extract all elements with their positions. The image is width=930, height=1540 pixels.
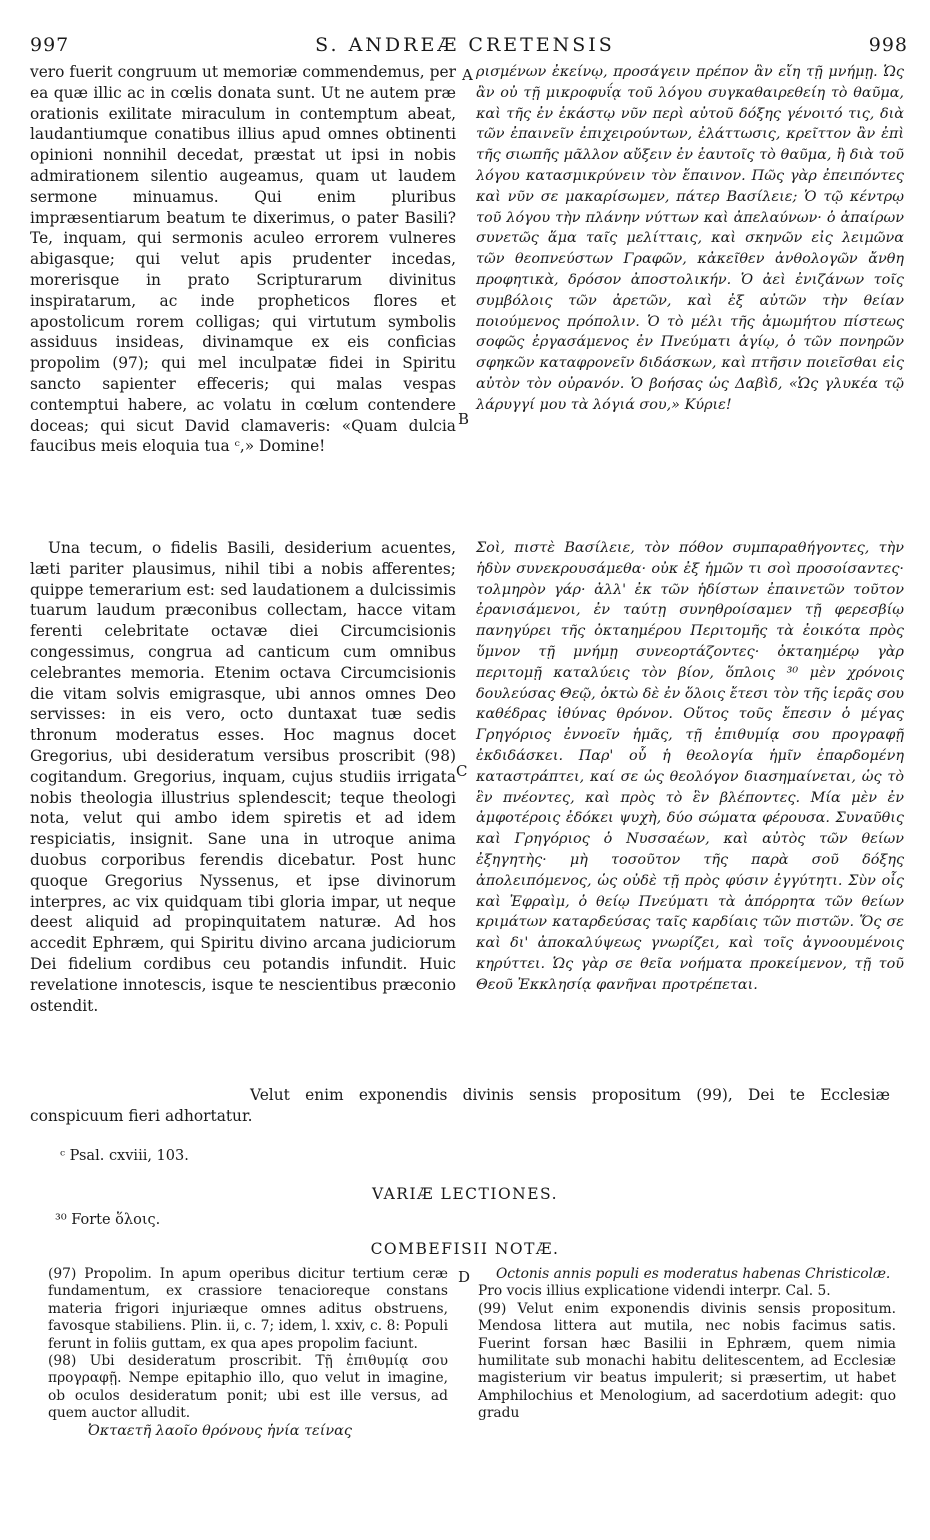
note-verse-latin: Octonis annis populi es moderatus habenas Christicolæ. [496,1266,891,1282]
latin-column-part1 [30,62,456,457]
margin-marker-d: D [458,1268,471,1286]
right-column-number: 998 [868,34,908,56]
greek-paragraph: ρισμένων ἐκείνῳ, προσάγειν πρέπον ἂν εἴη τῇ μνήμῃ. Ὡς ἂν οὐ τῇ μικροφυΐᾳ τοῦ λόγου συγκαθαιρεθείη τὸ θαῦμα, καὶ τῆς ἐν ἑκάστῳ νῦν περὶ αὐτοῦ δόξης γένοιτό τις, διὰ τῶν ἐπαινεῖν ἐπιχειρούντων, ἐλάττωσις, κρεῖττον ἂν ἐπὶ τῆς σιωπῆς μᾶλλον αὔξειν ἐν ἑαυτοῖς τὸ θαῦμα, ἢ διὰ τοῦ λόγου κατασμικρύνειν τὸν ἔπαινον. Πῶς γὰρ ἐπειπόντες καὶ νῦν σε μακαρίσωμεν, πάτερ Βασίλειε; Ὁ τῷ κέντρῳ τοῦ λόγου τὴν πλάνην νύττων καὶ ἀπελαύνων· ὁ ἀπαίρων συνετῶς ἅμα ταῖς μελίτταις, καὶ σκηνῶν εἰς λειμῶνα τῶν θεοπνεύστων Γραφῶν, κἀκεῖθεν ἀνθολογῶν ἄνθη προφητικὰ, δρόσον ἀποστολικήν. Ὁ ἀεὶ ἐνιζάνων τοῖς συμβόλοις τῶν ἀρετῶν, καὶ ἐξ αὐτῶν τὴν θείαν ποιούμενος πρόπολιν. Ὁ τὸ μέλι τῆς ἀμωμήτου πίστεως σοφῶς ἐργασάμενος ἐν Πνεύματι ἁγίῳ, ὁ τῶν πονηρῶν σφηκῶν καταφρονεῖν διδάσκων, καὶ πτῆσιν ποιεῖσθαι εἰς αὐτὸν τὸν οὐρανόν. Ὁ βοήσας ὡς Δαβὶδ, «Ὡς γλυκέα τῷ λάρυγγί μου τὰ λόγιά σου,» Κύριε! [476,64,904,413]
greek-column-part2 [476,538,904,996]
margin-marker-a: A [462,66,473,84]
notes-right-column [478,1266,896,1423]
notes-left-column [48,1266,448,1440]
latin-column-part2 [30,538,456,1016]
note-98: (98) Ubi desideratum proscribit. Τῇ ἐπιθυμίᾳ σου προγραφῇ. Nempe epitaphio illo, quo velut in imagine, ob oculos desideratum ponit; ubi est ille versus, ad quem auctor alludit. [48,1353,448,1422]
margin-marker-c: C [456,762,468,780]
note-99: (99) Velut enim exponendis divinis sensis propositum. Mendosa littera aut mutila, nec nobis facimus satis. Fuerint forsan hæc Basilii in Ephræm, quem nimia humilitate sub monachi habitu delitescentem, ad Ecclesiæ magisterium vir beatus impulerit; si præsertim, ut habet Amphilochius et Menologium, ad sacerdotium adegit: quo gradu [478,1300,896,1422]
margin-marker-b: B [458,410,470,428]
varia-lectiones-title: VARIÆ LECTIONES. [371,1185,559,1203]
greek-column-part1 [476,62,904,416]
varia-lectiones-note: ³⁰ Forte ὅλοις. [55,1212,161,1228]
note-interpr: Pro vocis illius explicatione videndi interpr. Cal. 5. [478,1283,831,1300]
scripture-footnote: ᶜ Psal. cxviii, 103. [60,1148,189,1164]
note-verse: Ὀκταετῆ λαοῖο θρόνους ἡνία τείνας [88,1422,352,1439]
combefis-notes-title: COMBEFISII NOTÆ. [370,1240,560,1258]
greek-paragraph: Σοὶ, πιστὲ Βασίλειε, τὸν πόθον συμπαραθήγοντες, τὴν ἡδὺν συνεκρουσάμεθα· οὐκ ἐξ ἡμῶν τι σοὶ προσοίσαντες· τολμηρὸν γάρ· ἀλλ' ἐκ τῶν ἡδίστων ἐπαινετῶν τοῦτον ἐρανισάμενοι, ἐν ταύτῃ συνηθροίσαμεν τῇ φερεσβίῳ πανηγύρει τῆς ὀκταημέρου Περιτομῆς τὰ ἐοικότα πρὸς ὕμνον τῇ μνήμῃ συνεορτάζοντες· ὀκταημέρῳ γὰρ περιτομῇ καταλύεις τὸν βίον, ὅπλοις ³⁰ μὲν χρόνοις δουλεύσας Θεῷ, ὀκτὼ δὲ ἐν ὅλοις ἔτεσι τὸν τῆς ἱερᾶς σου καθέδρας ἰθύνας θρόνον. Οὕτος τοῦς ἔπεσιν ὁ μέγας Γρηγόριος ἐννοεῖν ἡμᾶς, τῇ ἐπιθυμίᾳ σου προγραφῇ ἐκδιδάσκει. Παρ' οὗ ἡ θεολογία ἡμῖν ἐπαρδομένη καταστράπτει, καί σε ὡς θεολόγον διασημαίνεται, ὡς τὸ ἓν πνέοντες, καὶ πρὸς τὸ ἓν βλέποντες. Μία μὲν ἐν ἀμφοτέροις ἐδόκει ψυχὴ, δύο σώματα φέρουσα. Συναῦθις καὶ Γρηγόριος ὁ Νυσσαέων, καὶ αὐτὸς τῶν θείων ἐξηγητὴς· μὴ τοσοῦτον τῆς παρὰ σοῦ δόξης ἀπολειπόμενος, ὡς οὐδὲ τῇ πρὸς φύσιν ἐγγύτητι. Σὺν οἷς καὶ Ἐφραὶμ, ὁ θείῳ Πνεύματι τὰ ἀπόρρητα τῶν θείων κριμάτων καταρδεύσας ταῖς καρδίαις τῶν πιστῶν. Ὅς σε καὶ δι' ἀποκαλύψεως γνωρίζει, καὶ τοῖς ἀγνοουμένοις κηρύττει. Ὡς γὰρ σε θεῖα νοήματα προκείμενον, τῇ τοῦ Θεοῦ Ἐκκλησίᾳ φανῆναι προτρέπεται. [476,540,904,993]
left-column-number: 997 [30,34,70,56]
closing-line: Velut enim exponendis divinis sensis propositum (99), Dei te Ecclesiæ conspicuum fieri adhortatur. [30,1086,890,1125]
latin-paragraph: vero fuerit congruum ut memoriæ commendemus, per ea quæ illic ac in cœlis donata sunt. Ut ne autem præ orationis exilitate miraculum in contemptum abeat, laudantiumque conatibus illius apud omnes obtinenti opinioni nonnihil decedat, præstat ut ipsi in nobis admirationem silentio augeamus, quam ut laudem sermone minuamus. Qui enim pluribus impræsentiarum beatum te dixerimus, o pater Basili? Te, inquam, qui sermonis aculeo errorem vulneres abigasque; qui velut apis prudenter incedas, morerisque in prato Scripturarum divinitus inspiratarum, ac inde propheticos flores et apostolicum rorem colligas; qui virtutum symbolis assiduus insideas, divinamque ex eis conficias propolim (97); qui mel inculpatæ fidei in Spiritu sancto sapienter effeceris; qui malas vespas contemptui habere, ac volatu in cœlum contendere doceas; qui sicut David clamaveris: «Quam dulcia faucibus meis eloquia tua ᶜ,» Domine! [30,63,456,456]
latin-paragraph: Una tecum, o fidelis Basili, desiderium acuentes, læti pariter plausimus, nihil tibi a nobis afferentes; quippe temerarium est: sed laudationem a dulcissimis tuarum laudum præconibus collectam, hacce vitam ferenti celebritate octavæ diei Circumcisionis congessimus, congrua ad canticum cum omnibus celebrantes memoria. Etenim octava Circumcisionis die vitam solvis emigrasque, ubi annos omnes Deo servisses: in eis vero, octo duntaxat tuæ sedis thronum moderatus esses. Hoc magnus docet Gregorius, ubi desideratum versibus proscribit (98) cogitandum. Gregorius, inquam, cujus studiis irrigata nobis theologia illustrius splendescit; teque theologi nota, velut qui ambo idem spiretis et ad idem respiciatis, insignit. Sane una in utroque anima duobus corporibus ferendis dicebatur. Post hunc quoque Gregorius Nyssenus, et ipse divinorum interpres, ac vix quidquam tibi gloria impar, ut neque deest aliquid ad propinquitatem naturæ. Ad hos accedit Ephræm, qui Spiritu divino arcana judiciorum Dei fidelium cordibus ceu potandis infundit. Huic revelatione innotescis, isque te nescientibus præconio ostendit. [30,539,456,1015]
note-97: (97) Propolim. In apum operibus dicitur tertium ceræ fundamentum, ex crassiore tenacioreque constans materia frigori injuriæque omnes aditus obstruens, favosque stabiliens. Plin. ii, c. 7; idem, l. xxiv, c. 8: Populi ferunt in foliis guttam, ex qua apes propolim faciunt. [48,1266,448,1352]
running-title: S. ANDREÆ CRETENSIS [315,34,615,56]
